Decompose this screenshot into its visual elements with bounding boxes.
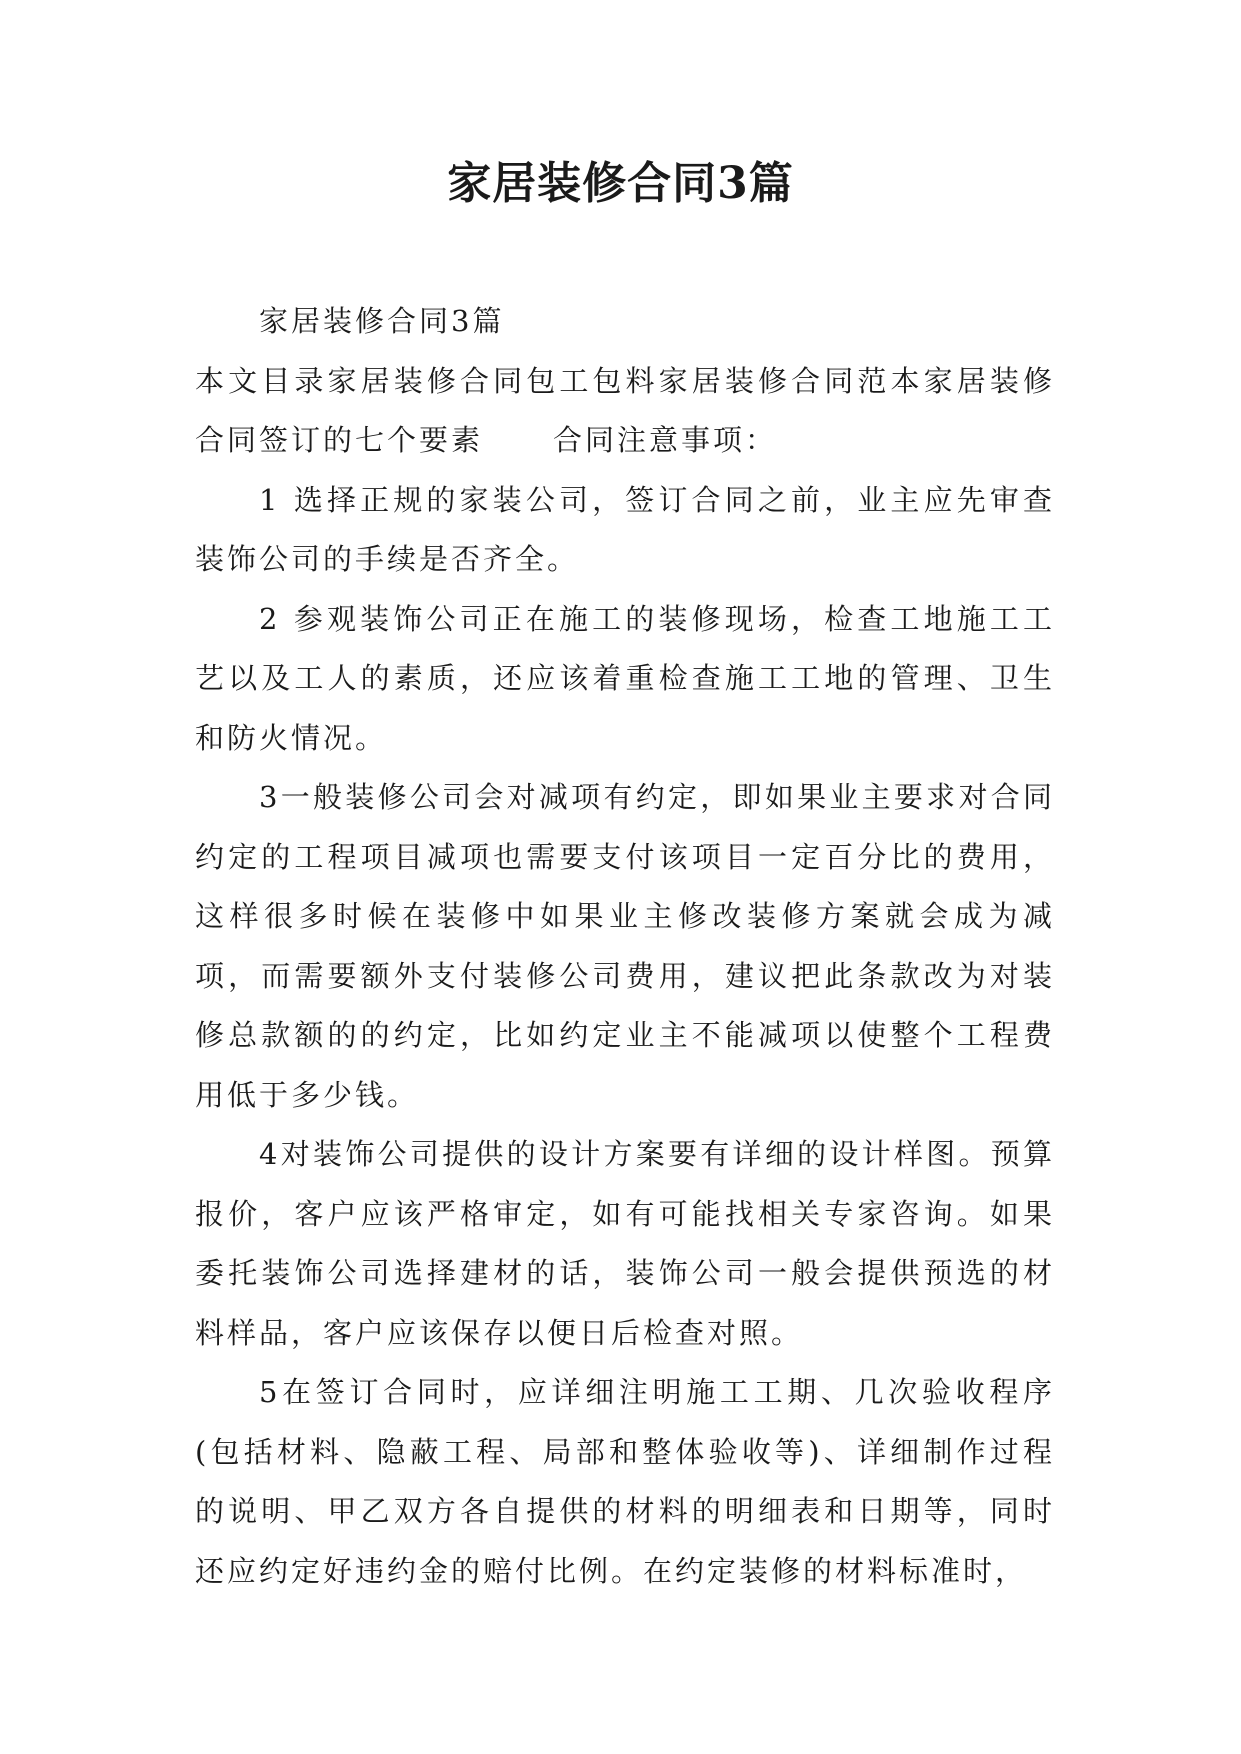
toc-notice-heading: 合同注意事项： xyxy=(553,423,778,457)
paragraph-4: 4对装饰公司提供的设计方案要有详细的设计样图。预算报价，客户应该严格审定，如有可能找相关专家咨询。如果委托装饰公司选择建材的话，装饰公司一般会提供预选的材料样品，客户应该保存以便日后检查对照。 xyxy=(195,1137,1055,1350)
paragraph-1: 1 选择正规的家装公司，签订合同之前，业主应先审查装饰公司的手续是否齐全。 xyxy=(195,482,1055,576)
paragraph-3: 3一般装修公司会对减项有约定，即如果业主要求对合同约定的工程项目减项也需要支付该项目一定百分比的费用，这样很多时候在装修中如果业主修改装修方案就会成为减项，而需要额外支付装修公司费用，建议把此条款改为对装修总款额的的约定，比如约定业主不能减项以使整个工程费用低于多少钱。 xyxy=(195,780,1055,1112)
table-of-contents xyxy=(195,352,1055,471)
toc-entries: 本文目录家居装修合同包工包料家居装修合同范本家居装修合同签订的七个要素 xyxy=(195,363,1055,457)
paragraph-2: 2 参观装饰公司正在施工的装修现场，检查工地施工工艺以及工人的素质，还应该着重检查施工工地的管理、卫生和防火情况。 xyxy=(195,601,1055,755)
paragraph-5: 5在签订合同时，应详细注明施工工期、几次验收程序(包括材料、隐蔽工程、局部和整体验收等)、详细制作过程的说明、甲乙双方各自提供的材料的明细表和日期等，同时还应约定好违约金的赔付比例。在约定装修的材料标准时， xyxy=(195,1375,1055,1588)
document-title: 家居装修合同3篇 xyxy=(447,158,794,209)
document-subtitle: 家居装修合同3篇 xyxy=(259,304,505,338)
document-body xyxy=(195,292,1055,1601)
